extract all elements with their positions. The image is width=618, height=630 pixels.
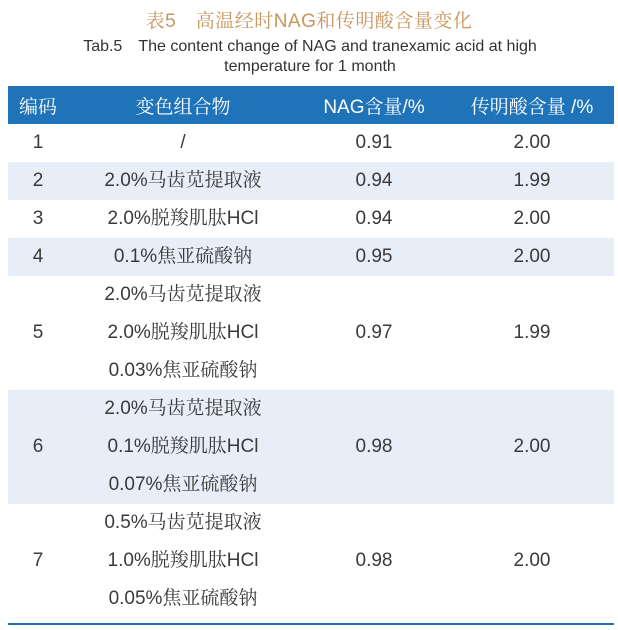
cell-composition <box>68 200 298 238</box>
cell-id: 5 <box>32 322 44 343</box>
table-row <box>8 124 614 162</box>
composition-line: / <box>180 132 186 153</box>
cell-id: 3 <box>32 208 44 229</box>
cell-acid: 2.00 <box>513 208 551 229</box>
table-header-row <box>8 86 614 124</box>
cell-acid: 1.99 <box>450 162 614 200</box>
cell-nag: 0.97 <box>355 322 393 343</box>
composition-line: 2.0%马齿苋提取液 <box>104 398 262 419</box>
composition-line: 2.0%马齿苋提取液 <box>104 284 262 305</box>
cell-nag: 0.95 <box>298 238 450 276</box>
table-title-chinese: 表5 高温经时NAG和传明酸含量变化 <box>145 11 473 32</box>
cell-id: 6 <box>8 390 68 504</box>
table-body <box>8 124 614 618</box>
table-bottom-rule <box>8 623 614 625</box>
table-title-english: Tab.5 The content change of NAG and tranexamic acid at high temperature for 1 month <box>83 38 537 75</box>
cell-nag: 0.98 <box>355 550 393 571</box>
cell-composition <box>68 238 298 276</box>
composition-line: 2.0%脱羧肌肽HCl <box>107 208 259 229</box>
cell-composition <box>68 162 298 200</box>
composition-line: 0.03%焦亚硫酸钠 <box>108 360 258 381</box>
cell-nag: 0.91 <box>355 132 393 153</box>
cell-nag: 0.98 <box>298 390 450 504</box>
composition-line: 2.0%马齿苋提取液 <box>104 170 262 191</box>
composition-line: 0.1%焦亚硫酸钠 <box>113 246 253 267</box>
cell-acid: 2.00 <box>513 132 551 153</box>
cell-id: 1 <box>32 132 44 153</box>
header-composition: 变色组合物 <box>68 86 298 124</box>
cell-acid: 2.00 <box>450 238 614 276</box>
cell-id: 7 <box>32 550 44 571</box>
content-table <box>8 86 614 618</box>
cell-id: 4 <box>8 238 68 276</box>
cell-composition <box>68 124 298 162</box>
table-row <box>8 162 614 200</box>
cell-composition <box>68 276 298 390</box>
composition-line: 0.1%脱羧肌肽HCl <box>107 436 259 457</box>
composition-line: 2.0%脱羧肌肽HCl <box>107 322 259 343</box>
table-row <box>8 390 614 504</box>
table-row <box>8 238 614 276</box>
composition-line: 0.5%马齿苋提取液 <box>104 512 262 533</box>
cell-acid: 1.99 <box>513 322 551 343</box>
cell-composition <box>68 390 298 504</box>
composition-line: 0.05%焦亚硫酸钠 <box>108 588 258 609</box>
cell-nag: 0.94 <box>355 208 393 229</box>
header-nag: NAG含量/% <box>298 86 450 124</box>
cell-id: 2 <box>8 162 68 200</box>
cell-composition <box>68 504 298 618</box>
header-id: 编码 <box>8 86 68 124</box>
table-row <box>8 200 614 238</box>
cell-acid: 2.00 <box>513 550 551 571</box>
header-acid: 传明酸含量 /% <box>450 86 614 124</box>
composition-line: 1.0%脱羧肌肽HCl <box>107 550 259 571</box>
cell-acid: 2.00 <box>450 390 614 504</box>
composition-line: 0.07%焦亚硫酸钠 <box>108 474 258 495</box>
table-row <box>8 504 614 618</box>
cell-nag: 0.94 <box>298 162 450 200</box>
table-row <box>8 276 614 390</box>
